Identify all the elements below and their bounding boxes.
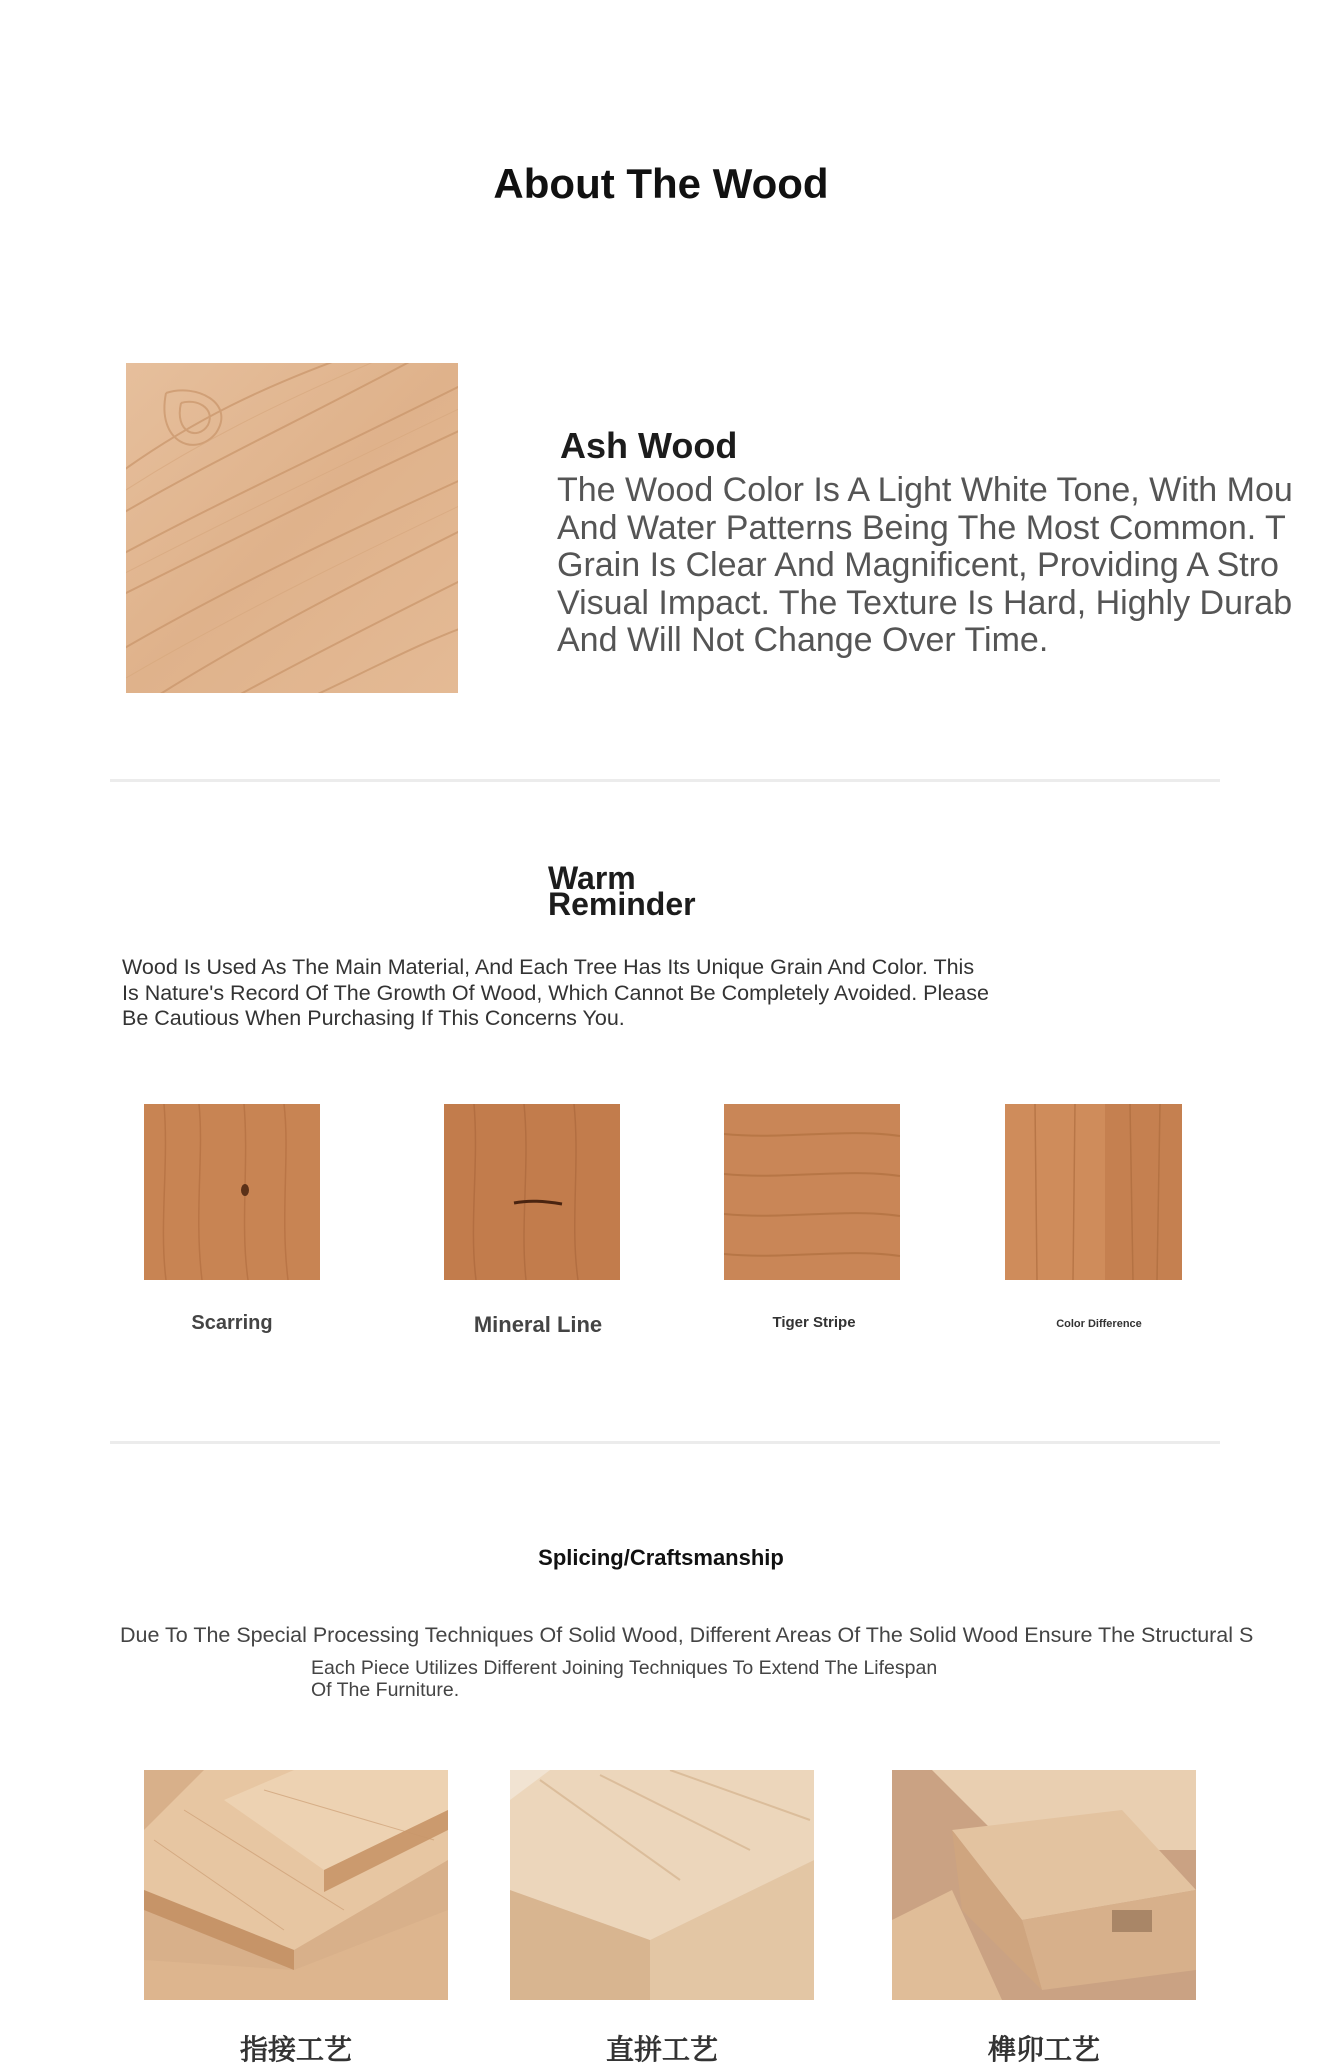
edge-glued-image — [510, 1770, 814, 2000]
scarring-swatch — [144, 1104, 320, 1280]
ash-wood-swatch — [126, 363, 458, 693]
warm-reminder-title-line2: Reminder — [548, 886, 696, 922]
warm-reminder-text: Wood Is Used As The Main Material, And Each Tree Has Its Unique Grain And Color. This Is Nature's Record Of The Growth Of Wood, Which Cannot Be Completely Avoided. Please Be Cautious When Purchasing If This Concerns You. — [122, 955, 989, 1030]
mineral-line-swatch — [444, 1104, 620, 1280]
section-divider — [110, 1441, 1220, 1444]
color-difference-swatch — [1005, 1104, 1182, 1280]
color-difference-label: Color Difference — [1056, 1318, 1142, 1330]
warm-reminder-title — [548, 860, 748, 922]
finger-joint-image — [144, 1770, 448, 2000]
page-title: About The Wood — [493, 160, 829, 207]
finger-joint-label: 指接工艺 — [239, 2034, 352, 2065]
warm-reminder-title-line1: Warm — [548, 860, 636, 896]
mineral-line-label: Mineral Line — [473, 1312, 603, 1337]
craftsmanship-text-line1: Due To The Special Processing Techniques Of Solid Wood, Different Areas Of The Solid Wood Ensure The Structural S — [120, 1623, 1254, 1647]
section-divider — [110, 779, 1220, 782]
ash-wood-title: Ash Wood — [560, 425, 738, 466]
craftsmanship-text-line2: Each Piece Utilizes Different Joining Techniques To Extend The Lifespan Of The Furniture. — [311, 1657, 938, 1701]
tiger-stripe-label: Tiger Stripe — [772, 1314, 856, 1331]
mortise-tenon-label: 榫卯工艺 — [987, 2034, 1100, 2065]
mortise-tenon-image — [892, 1770, 1196, 2000]
tiger-stripe-swatch — [724, 1104, 900, 1280]
edge-glued-label: 直拼工艺 — [605, 2034, 718, 2065]
craftsmanship-title: Splicing/Craftsmanship — [538, 1545, 784, 1570]
ash-wood-description: The Wood Color Is A Light White Tone, With Mou And Water Patterns Being The Most Common. T Grain Is Clear And Magnificent, Providing A Stro Visual Impact. The Texture Is Hard, Highly Durab And Will Not Change Over Time. — [557, 471, 1293, 659]
scarring-label: Scarring — [191, 1312, 273, 1334]
